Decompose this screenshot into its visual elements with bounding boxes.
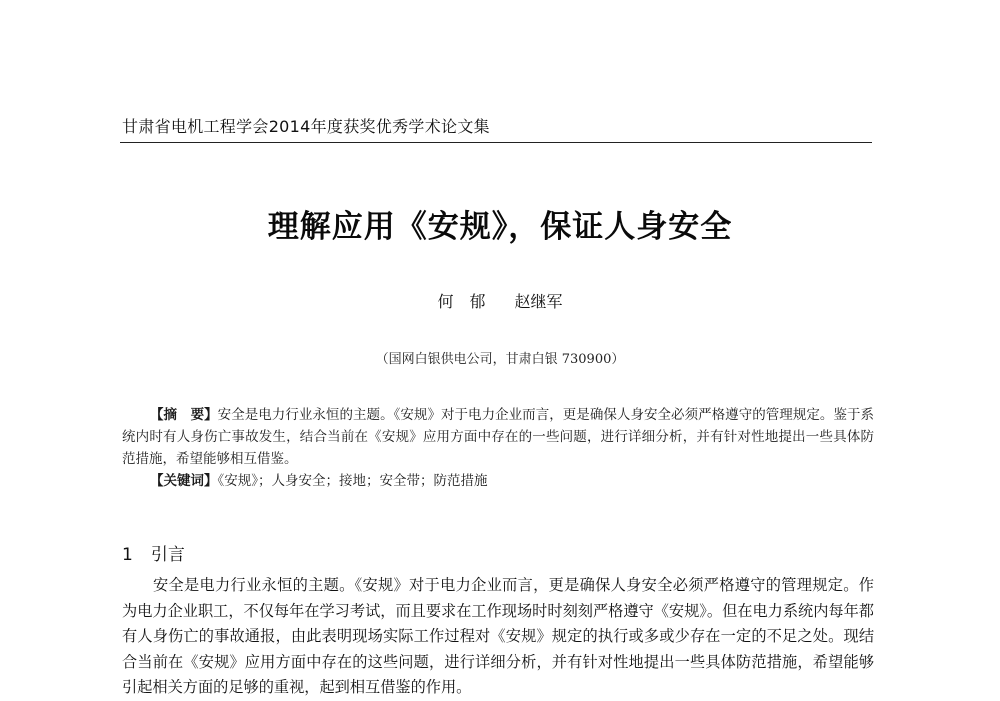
abstract-block <box>122 404 874 492</box>
keywords-paragraph <box>122 470 874 492</box>
affiliation: （国网白银供电公司，甘肃白银 730900） <box>375 352 625 367</box>
abstract-paragraph <box>122 404 874 470</box>
paper-title: 理解应用《安规》，保证人身安全 <box>267 209 733 245</box>
running-header: 甘肃省电机工程学会2014年度获奖优秀学术论文集 <box>122 117 490 136</box>
section-heading <box>122 540 185 565</box>
author-name: 何 郁 <box>437 292 486 311</box>
author-list <box>120 289 880 312</box>
author-name: 赵继军 <box>514 292 563 311</box>
abstract-text: 安全是电力行业永恒的主题。《安规》对于电力企业而言，更是确保人身安全必须严格遵守的管理规定。鉴于系统内时有人身伤亡事故发生，结合当前在《安规》应用方面中存在的一些问题，进行详细分析，并有针对性地提出一些具体防范措施，希望能够相互借鉴。 <box>122 407 875 467</box>
body-paragraph: 安全是电力行业永恒的主题。《安规》对于电力企业而言，更是确保人身安全必须严格遵守的管理规定。作为电力企业职工，不仅每年在学习考试，而且要求在工作现场时时刻刻严格遵守《安规》。但在电力系统内每年都有人身伤亡的事故通报，由此表明现场实际工作过程对《安规》规定的执行或多或少存在一定的不足之处。现结合当前在《安规》应用方面中存在的这些问题，进行详细分析，并有针对性地提出一些具体防范措施，希望能够引起相关方面的足够的重视，起到相互借鉴的作用。 <box>122 576 874 696</box>
section-title: 引言 <box>150 545 185 565</box>
abstract-label: 【摘 要】 <box>150 407 218 423</box>
header-rule <box>120 142 872 143</box>
keywords-text: 《安规》；人身安全；接地；安全带；防范措施 <box>217 473 488 489</box>
keywords-label: 【关键词】 <box>150 473 218 489</box>
section-number: 1 <box>122 545 133 565</box>
body-text <box>122 573 874 701</box>
